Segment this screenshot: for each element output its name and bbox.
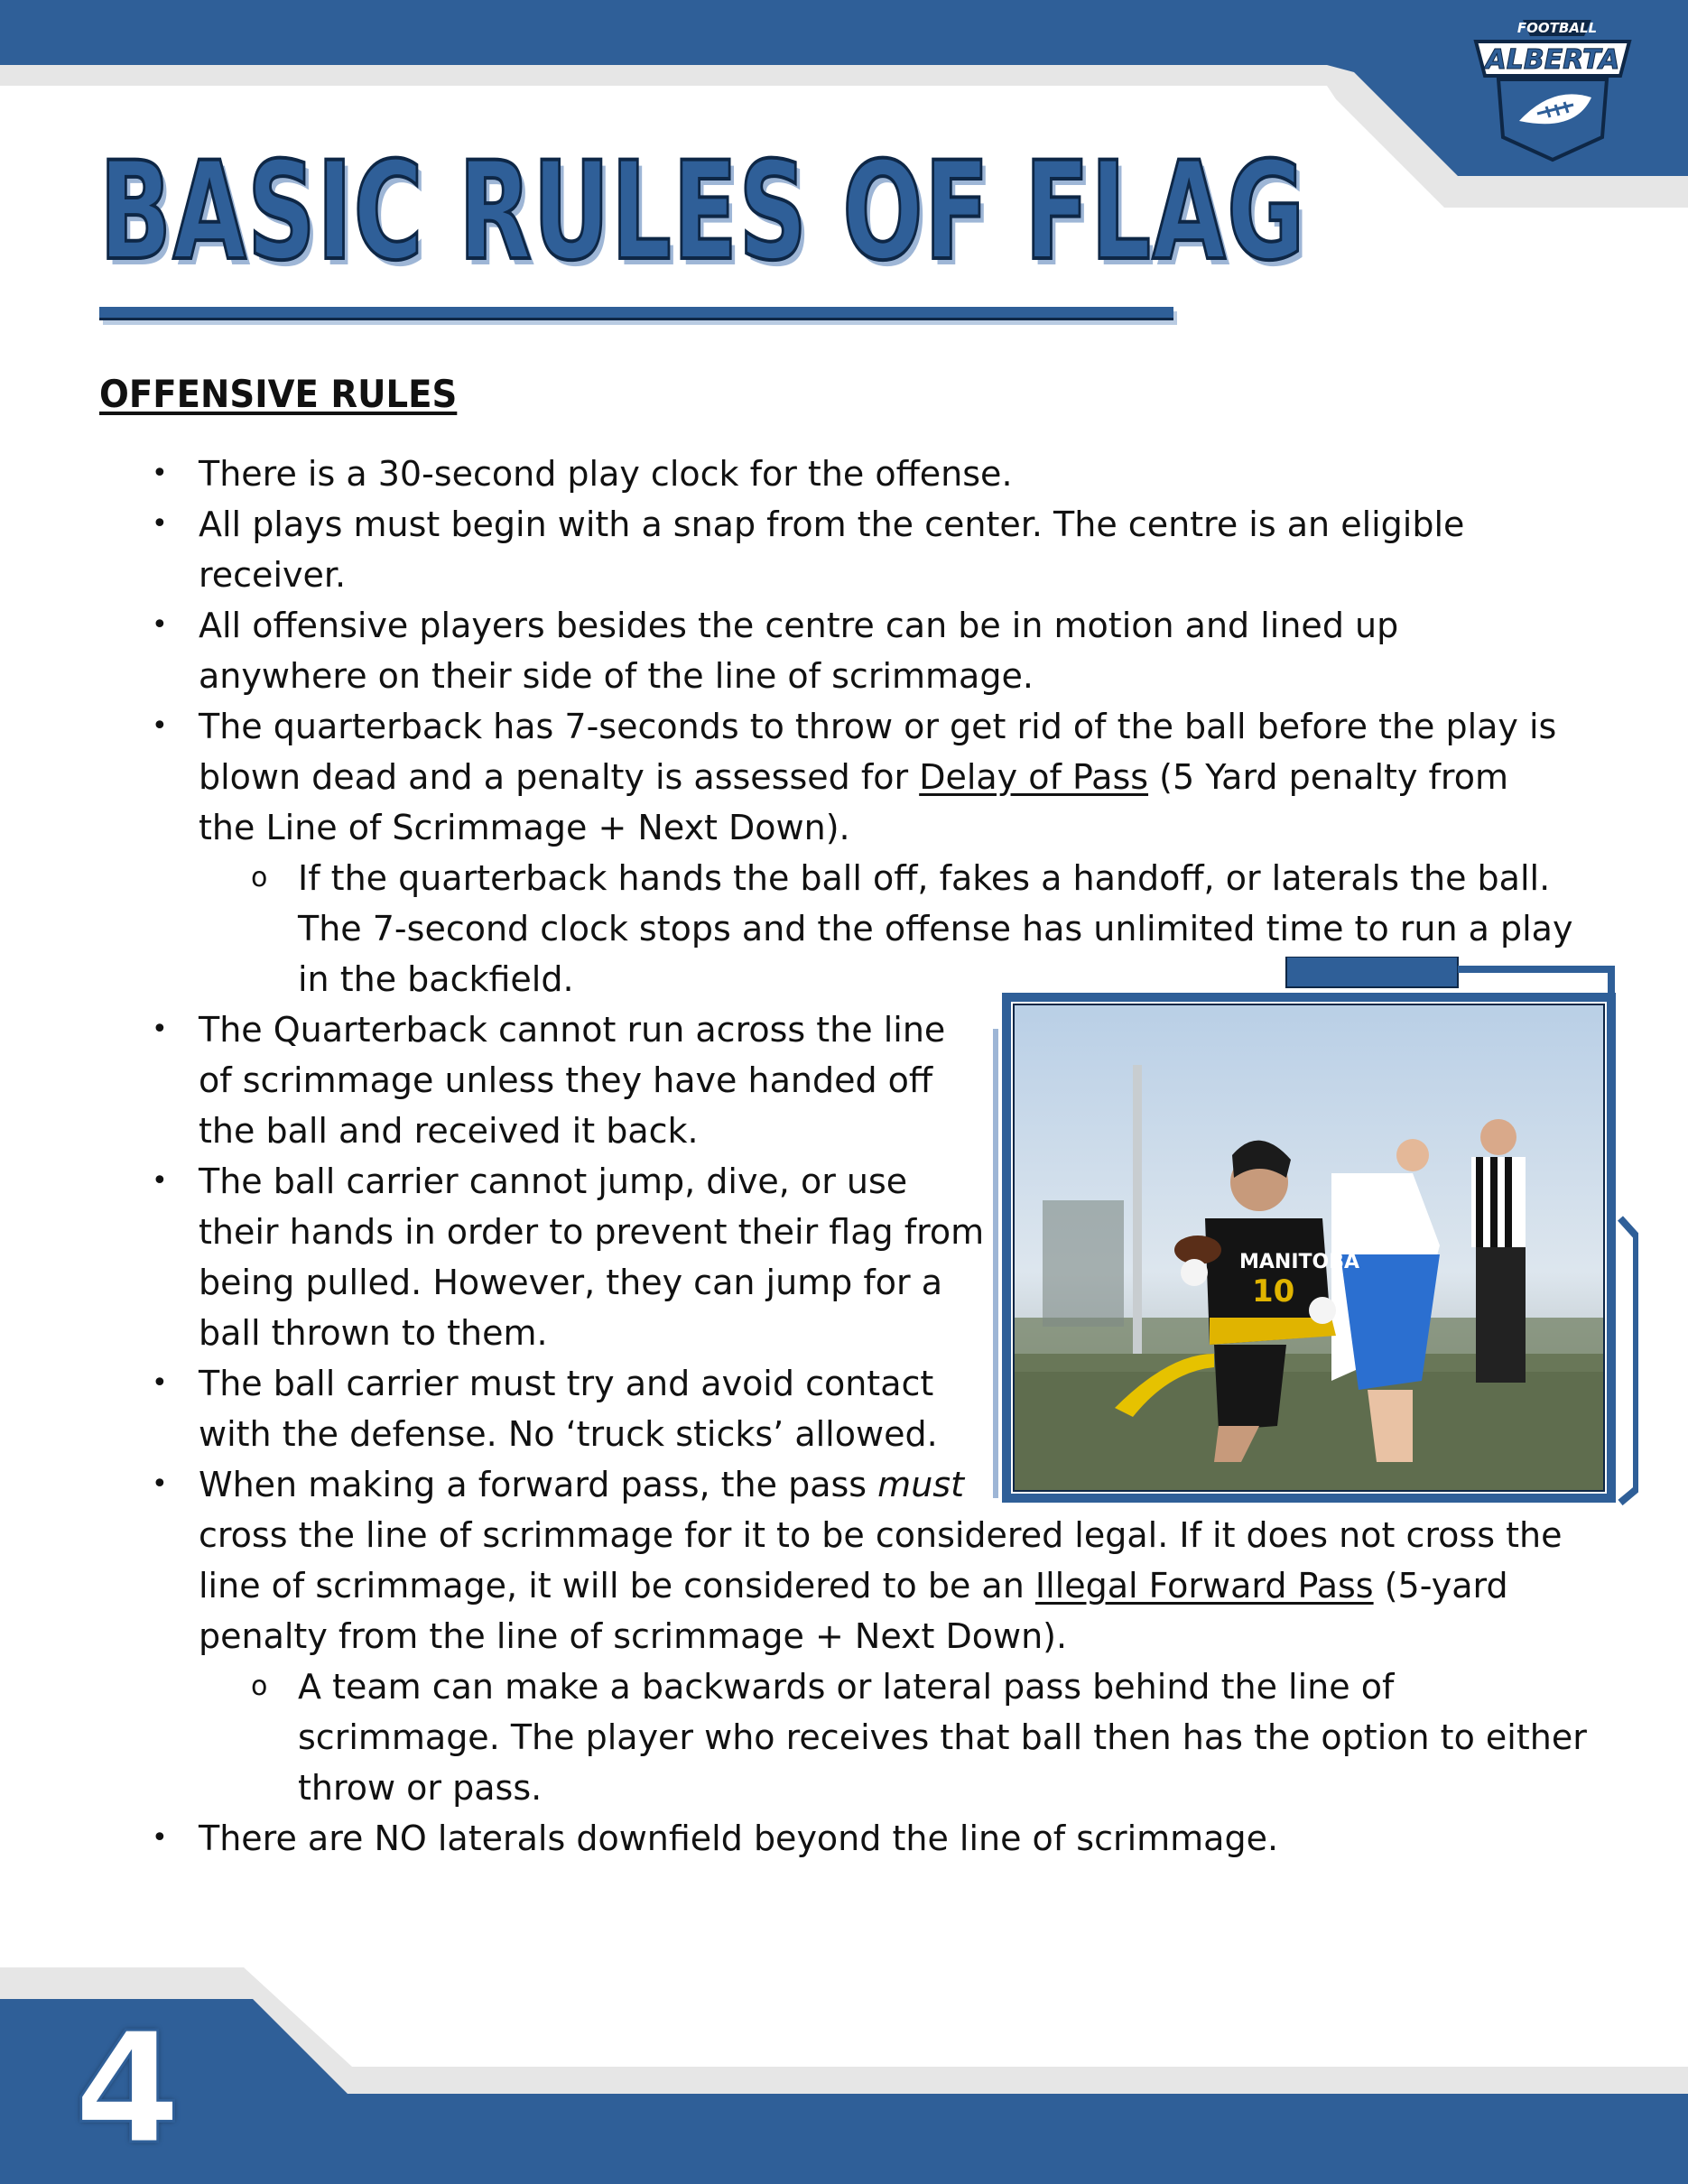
rule-4-line-3: the Line of Scrimmage + Next Down). bbox=[199, 808, 850, 847]
bullet-icon: • bbox=[152, 609, 168, 641]
rule-4-line-2 bbox=[199, 752, 1508, 802]
rule-2-line-1: All plays must begin with a snap from the center. The centre is an eligible bbox=[199, 504, 1465, 544]
rule-4-sub-line-2: The 7-second clock stops and the offense has unlimited time to run a play bbox=[298, 909, 1573, 949]
rule-4-sub-line-1: If the quarterback hands the ball off, fakes a handoff, or laterals the ball. bbox=[298, 858, 1551, 898]
rule-8-line-3 bbox=[199, 1560, 1508, 1611]
rule-4-text-a: blown dead and a penalty is assessed for bbox=[199, 757, 920, 797]
rule-2-line-2: receiver. bbox=[199, 555, 347, 595]
rule-8-text-a: When making a forward pass, the pass bbox=[199, 1465, 878, 1504]
bullet-icon: • bbox=[152, 1822, 168, 1854]
jersey-text: MANITOBA bbox=[1239, 1251, 1360, 1273]
rule-5-line-1: The Quarterback cannot run across the line bbox=[199, 1010, 946, 1050]
jersey-number: 10 bbox=[1252, 1273, 1295, 1309]
bullet-icon: • bbox=[152, 1468, 168, 1500]
rule-8-sub-line-1: A team can make a backwards or lateral pass behind the line of bbox=[298, 1667, 1395, 1707]
rule-8-text-b2: (5-yard bbox=[1373, 1566, 1508, 1606]
rule-8-line-2: cross the line of scrimmage for it to be considered legal. If it does not cross the bbox=[199, 1515, 1563, 1555]
bullet-icon: • bbox=[152, 1165, 168, 1197]
title-underline bbox=[99, 307, 1173, 320]
rule-6-line-3: being pulled. However, they can jump for a bbox=[199, 1263, 942, 1302]
rule-4-sub-line-3: in the backfield. bbox=[298, 959, 574, 999]
sub-bullet-icon: o bbox=[251, 862, 268, 893]
section-heading: OFFENSIVE RULES bbox=[99, 372, 458, 416]
rule-8-line-4: penalty from the line of scrimmage + Next Down). bbox=[199, 1616, 1068, 1656]
rule-3-line-1: All offensive players besides the centre can be in motion and lined up bbox=[199, 606, 1399, 645]
logo-main-text: ALBERTA bbox=[1485, 44, 1620, 76]
rule-5-line-2: of scrimmage unless they have handed off bbox=[199, 1060, 933, 1100]
rule-6-line-4: ball thrown to them. bbox=[199, 1313, 548, 1353]
sub-bullet-icon: o bbox=[251, 1670, 268, 1702]
rule-3-line-2: anywhere on their side of the line of scrimmage. bbox=[199, 656, 1034, 696]
rule-7-line-2: with the defense. No ‘truck sticks’ allowed. bbox=[199, 1414, 938, 1454]
page-title: BASIC RULES OF FLAG bbox=[99, 134, 1306, 291]
bullet-icon: • bbox=[152, 508, 168, 540]
footer-band bbox=[0, 1967, 1688, 2184]
rule-8-sub-line-3: throw or pass. bbox=[298, 1768, 543, 1808]
logo-top-text: FOOTBALL bbox=[1516, 20, 1598, 36]
bullet-icon: • bbox=[152, 1367, 168, 1399]
rule-4-line-1: The quarterback has 7-seconds to throw or get rid of the ball before the play is bbox=[199, 707, 1557, 746]
rule-8-sub-line-2: scrimmage. The player who receives that ball then has the option to either bbox=[298, 1717, 1587, 1757]
rule-9-line-1: There are NO laterals downfield beyond the line of scrimmage. bbox=[199, 1818, 1279, 1858]
delay-of-pass-term: Delay of Pass bbox=[919, 757, 1149, 797]
rule-5-line-3: the ball and received it back. bbox=[199, 1111, 699, 1151]
football-alberta-logo bbox=[1467, 11, 1638, 164]
rule-8-line-1 bbox=[199, 1459, 964, 1510]
referee-figure bbox=[1471, 1119, 1526, 1383]
must-emphasis: must bbox=[877, 1465, 964, 1504]
illegal-forward-pass-term: Illegal Forward Pass bbox=[1034, 1566, 1374, 1606]
rule-6-line-2: their hands in order to prevent their flag from bbox=[199, 1212, 985, 1252]
rule-1-line-1: There is a 30-second play clock for the offense. bbox=[199, 454, 1013, 494]
bullet-icon: • bbox=[152, 710, 168, 742]
flag-football-photo bbox=[988, 957, 1638, 1516]
rule-8-text-a2: line of scrimmage, it will be considered to be an bbox=[199, 1566, 1035, 1606]
bullet-icon: • bbox=[152, 1013, 168, 1045]
page-number: 4 bbox=[74, 2000, 181, 2179]
bullet-icon: • bbox=[152, 458, 168, 489]
rule-7-line-1: The ball carrier must try and avoid contact bbox=[199, 1364, 934, 1403]
rule-6-line-1: The ball carrier cannot jump, dive, or use bbox=[199, 1161, 908, 1201]
rule-4-text-b: (5 Yard penalty from bbox=[1148, 757, 1508, 797]
